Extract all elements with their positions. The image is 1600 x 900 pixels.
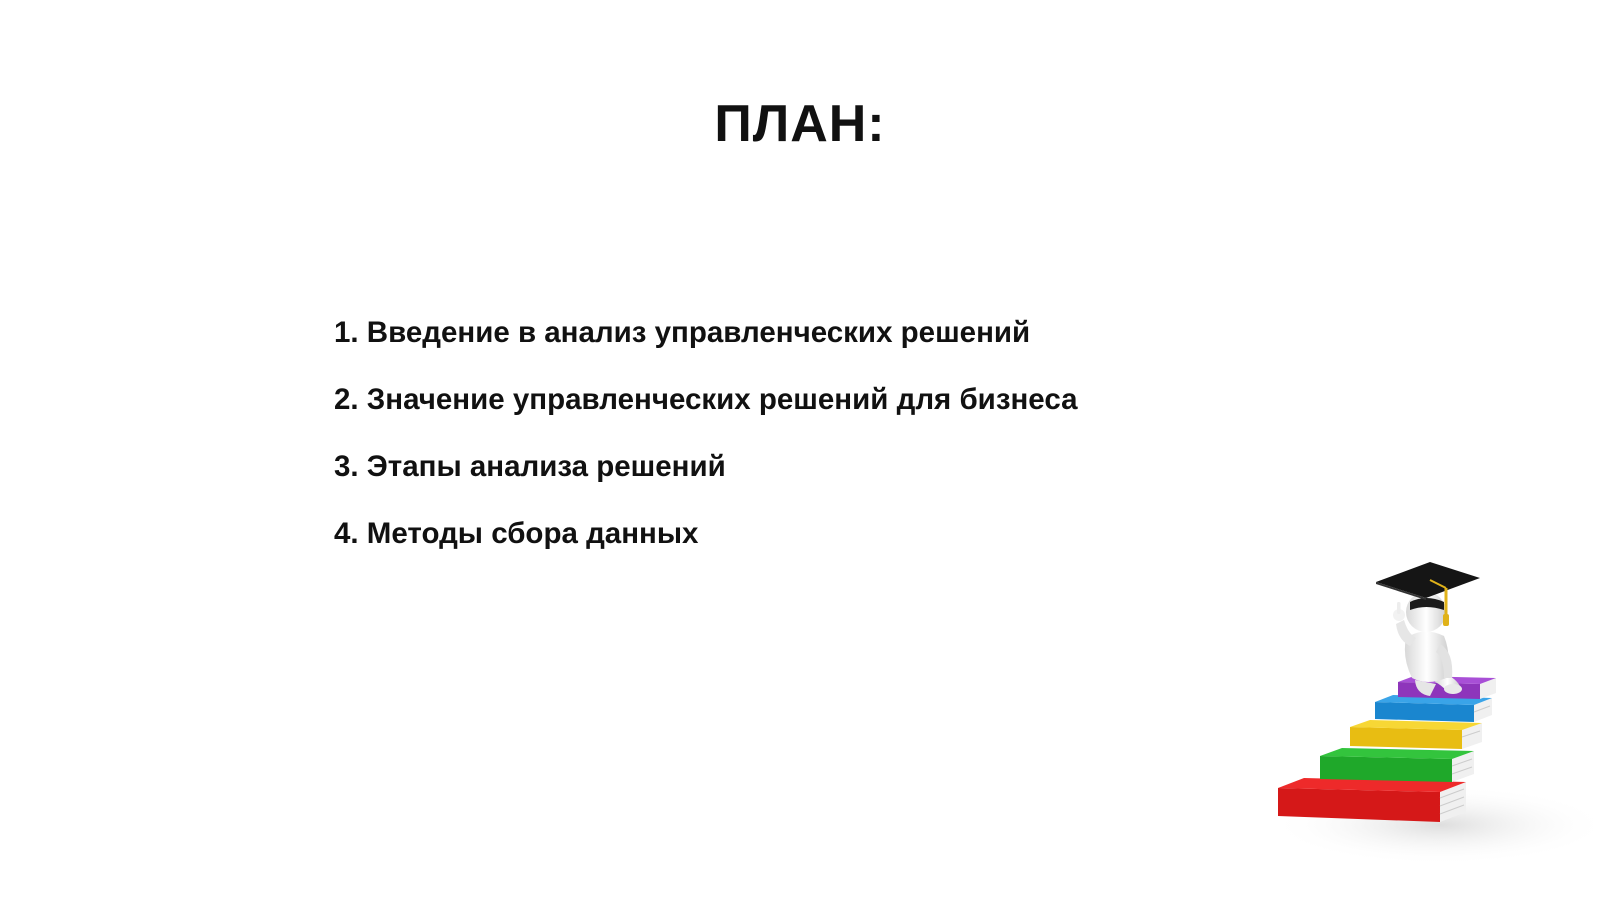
red-book: [1278, 778, 1466, 822]
slide-title: ПЛАН:: [714, 95, 886, 153]
green-book: [1320, 748, 1474, 782]
yellow-book: [1350, 720, 1482, 749]
blue-book: [1375, 695, 1492, 722]
agenda-item: 1. Введение в анализ управленческих решений: [334, 316, 1031, 349]
agenda-item: 3. Этапы анализа решений: [334, 450, 726, 483]
agenda-item: 2. Значение управленческих решений для бизнеса: [334, 383, 1078, 416]
agenda-item: 4. Методы сбора данных: [334, 517, 699, 550]
graduate-on-books-icon: [1240, 560, 1600, 900]
agenda-list: [334, 313, 1078, 581]
